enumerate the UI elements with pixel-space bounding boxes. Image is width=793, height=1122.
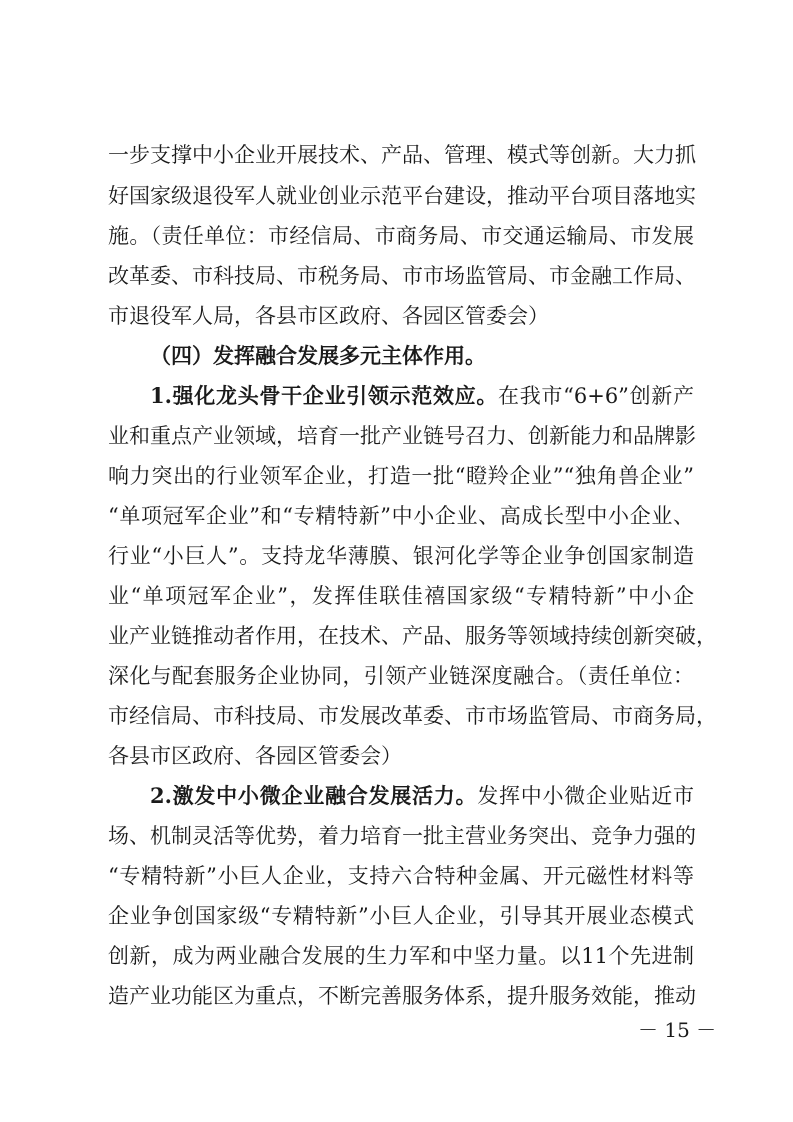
paragraph-line: 行业“小巨人”。支持龙华薄膜、银河化学等企业争创国家制造 [108,544,694,568]
paragraph-line: 业和重点产业领域，培育一批产业链号召力、创新能力和品牌影 [108,424,696,448]
item-title: 1.强化龙头骨干企业引领示范效应。 [150,383,499,408]
paragraph-line: 创新，成为两业融合发展的生力军和中坚力量。以11个先进制 [108,944,694,968]
page-number: － 15 － [638,1018,717,1042]
paragraph-line: 业“单项冠军企业”，发挥佳联佳禧国家级“专精特新”中小企 [108,584,694,608]
paragraph-line: 施。（责任单位：市经信局、市商务局、市交通运输局、市发展 [108,224,694,248]
paragraph-line: 市经信局、市科技局、市发展改革委、市市场监管局、市商务局， [108,704,717,728]
item-text: 在我市“6+6”创新产 [498,384,695,408]
paragraph-line: “专精特新”小巨人企业，支持六合特种金属、开元磁性材料等 [108,864,694,888]
paragraph-line: 企业争创国家级“专精特新”小巨人企业，引导其开展业态模式 [108,904,694,928]
paragraph-line: 响力突出的行业领军企业，打造一批“瞪羚企业”“独角兽企业” [108,464,694,488]
paragraph-line: 改革委、市科技局、市税务局、市市场监管局、市金融工作局、 [108,264,696,288]
item-first-line [150,376,694,416]
item-title: 2.激发中小微企业融合发展活力。 [150,783,478,808]
paragraph-line: 各县市区政府、各园区管委会） [108,744,402,768]
paragraph-line: 场、机制灵活等优势，着力培育一批主营业务突出、竞争力强的 [108,824,696,848]
paragraph-line: 好国家级退役军人就业创业示范平台建设，推动平台项目落地实 [108,184,696,208]
paragraph-line: “单项冠军企业”和“专精特新”中小企业、高成长型中小企业、 [108,504,694,528]
item-text: 发挥中小微企业贴近市 [477,784,695,808]
paragraph-line: 一步支撑中小企业开展技术、产品、管理、模式等创新。大力抓 [108,143,696,167]
paragraph-line: 市退役军人局，各县市区政府、各园区管委会） [108,304,549,328]
paragraph-line: 业产业链推动者作用，在技术、产品、服务等领域持续创新突破， [108,624,717,648]
paragraph-line: 深化与配套服务企业协同，引领产业链深度融合。（责任单位： [108,664,694,688]
item-first-line [150,776,694,816]
paragraph-line: 造产业功能区为重点，不断完善服务体系，提升服务效能，推动 [108,984,696,1008]
section-heading: （四）发挥融合发展多元主体作用。 [150,343,486,368]
